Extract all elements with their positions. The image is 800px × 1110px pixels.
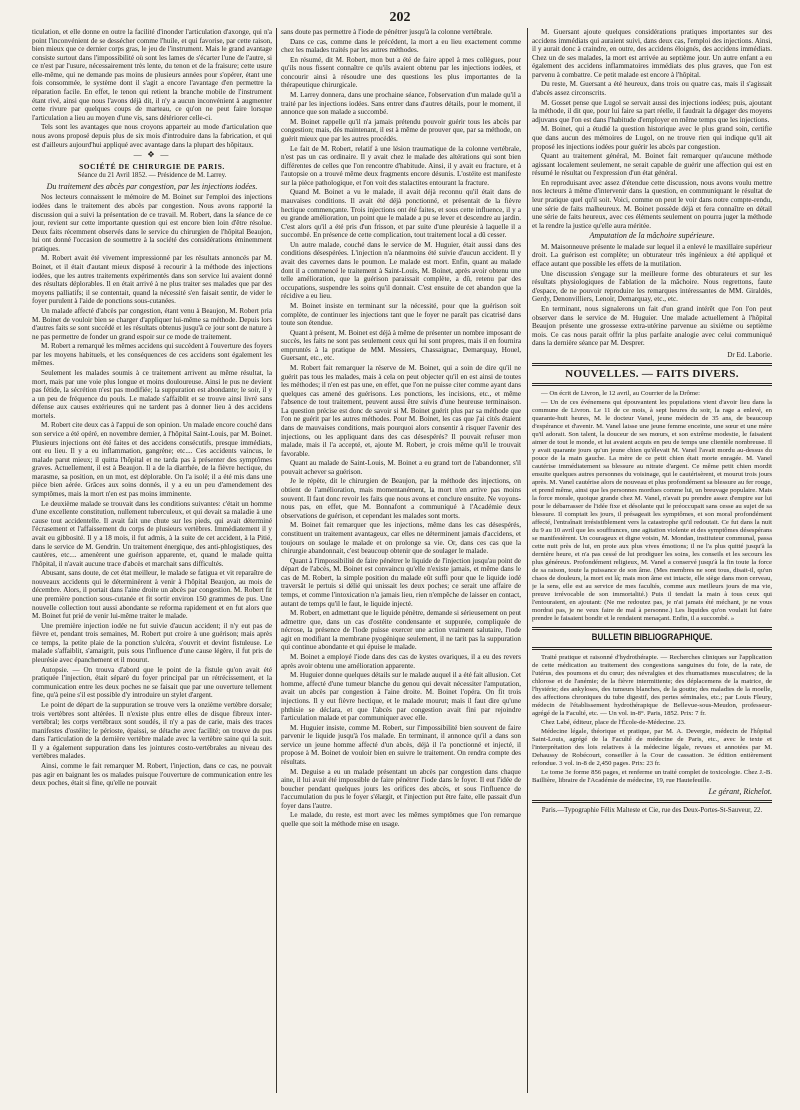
paragraph: M. Robert fait remarquer la réserve de M. Boinet, qui a soin de dire qu'il ne guérit pas tous les malades, mais à cela on peut objecter qu'il en est ainsi de toutes les méthodes; il n'en est pas une, en effet, que l'on ne puisse citer comme ayant dans quelques cas amené des guérisons. Les ponctions, les incisions, etc., et même l'absence de tout traitement, peuvent aussi être suivis d'une heureuse terminaison. La question précise est donc de savoir si M. Boinet guérit plus par sa méthode que l'on ne guérit par les autres méthodes. Pour M. Boinet, les cas que j'ai cités étaient dans de mauvaises conditions, mais pourquoi alors consentir à risquer l'avenir des injections, ou les appliquant dans des cas désespérés? Il pouvait refuser mon malade, mais il l'a accepté, et, ajoute M. Robert, je crois même qu'il le trouvait favorable. <box>281 363 521 458</box>
ornament-divider: — ✥ — <box>133 150 171 160</box>
author-signature: Dr Ed. Laborie. <box>727 350 772 359</box>
paragraph: Quand M. Boinet a vu le malade, il avait déjà reconnu qu'il était dans de mauvaises conditions. Il avait été déjà ponctionné, et présentait de la fièvre hectique commençante. Trois injections ont été faites, et sous cette influence, il y a eu grande amélioration, un point que le malade a pu se lever et descendre au jardin. C'est alors qu'il a été pris d'un frisson, et par suite d'une pleurésie à laquelle il a succombé. En présence de cette complication, tout traitement local a dû cesser. <box>281 188 521 240</box>
printer-line: Paris.—Typographie Félix Malteste et Cie, rue des Deux-Portes-St-Sauveur, 22. <box>541 807 763 815</box>
paragraph: sans doute pas permettre à l'iode de pénétrer jusqu'à la colonne vertébrale. <box>281 28 493 36</box>
paragraph: Je le répète, dit le chirurgien de Beaujon, par la méthode des injections, on obtient de l'amélioration, mais momentanément, la mort n'en arrive pas moins souvent. Il faut donc revoir les faits que nous avons et conclure ensuite. Ne voyons-nous pas, en effet, que M. Bonnafont a communiqué à l'Académie deux observations de guérison, et cependant les malades sont morts. <box>281 477 521 520</box>
section-heading: SOCIÉTÉ DE CHIRURGIE DE PARIS. <box>79 161 225 171</box>
paragraph: Le point de départ de la suppuration se trouve vers la onzième vertèbre dorsale; trois vertèbres sont altérées. Il n'existe plus entre elles de disque fibreux inter-vertébral; les corps vertébraux sont soudés, il n'y a pas de carie, mais des traces manifestes d'ostéite; le périoste, épaissi, se détache avec facilité; on trouve du pus dans l'articulation de la dernière vertèbre malade avec la vertèbre saine qui la suit. Il y a également suppuration dans les jointures costo-vertébrales au niveau des vertèbres malades. <box>32 700 272 761</box>
paragraph: Dans ce cas, comme dans le précédent, la mort a eu lieu exactement comme chez les malades traités par les autres méthodes. <box>281 37 521 55</box>
paragraph: M. Boinet, qui a étudié la question historique avec le plus grand soin, certifie que dans aucun des mémoires de Lugol, on ne trouve rien qui indique qu'il ait proposé les injections iodées pour guérir les abcès par congestion. <box>532 125 772 151</box>
paragraph: Quant au malade de Saint-Louis, M. Boinet a eu grand tort de l'abandonner, s'il pouvait achever sa guérison. <box>281 459 521 476</box>
paragraph: M. Boinet a employé l'iode dans des cas de kystes ovariques, il a eu des revers après avoir obtenu une amélioration apparente. <box>281 653 521 670</box>
paragraph: En terminant, nous signalerons un fait d'un grand intérêt que l'on l'on peut observer dans le service de M. Huguier. Une malade actuellement à l'hôpital Beaujon présente une grossesse extra-utérine parvenue au sixième ou septième mois. Ce cas nous parait offrir la plus parfaite analogie avec celui communiqué dans la dernière séance par M. Desprer. <box>532 304 772 348</box>
paragraph: ticulation, et elle donne en outre la facilité d'inonder l'articulation d'axonge, qui n'a point l'inconvénient de se dessécher comme l'huile, et qui favorise, par cette raison, bien mieux que ce dernier corps gras, le jeu de l'instrument. Mais le grand avantage consiste surtout dans l'impossibilité où sont les lames de s'écarter l'une de l'autre, si ce n'est par l'usure, nécessairement très lente, du tenon et de la fraisure; cette usure elle-même, qui ne demande pas moins de plusieurs années pour s'opérer, étant une fois consommée, le système dont il s'agit a encore l'avantage d'en permettre la réparation facile. En effet, le tenon qui retient la branche mobile de l'instrument étant rivé, ainsi que nous l'avons déjà dit, il n'y a aucun inconvénient à augmenter cette rivure par quelques coups de marteau, ce qu'on ne peut faire lorsque l'articulation a lieu au moyen d'une vis, sans détériorer celle-ci. <box>32 28 272 122</box>
double-rule <box>532 383 772 386</box>
biblio-entry: Médecine légale, théorique et pratique, par M. A. Devergie, médecin de l'hôpital Saint-Louis, agrégé de la Faculté de médecine de Paris, etc., avec le texte et l'interprétation des lois relatives à la médecine légale, revues et annotées par M. Dehaussy de Robécourt, conseiller à la Cour de cassation. 3e édition entièrement refondue. 3 vol. in-8 de 2,450 pages. Prix: 23 fr. <box>532 727 772 767</box>
article-title: Amputation de la mâchoire supérieure. <box>589 231 715 241</box>
column-1 <box>32 28 272 1103</box>
bibliography-heading: BULLETIN BIBLIOGRAPHIQUE. <box>591 631 713 643</box>
paragraph: Nos lecteurs connaissent le mémoire de M. Boinet sur l'emploi des injections iodées dans le traitement des abcès par congestion. Nous avons rapporté la discussion qui a suivi la présentation de ce travail. M. Robert, dans la séance de ce jour, revient sur cette importante question qui est encore bien loin d'être résolue. Deux faits récemment observés dans le service du chirurgien de l'hôpital Beaujon, lui ont donné l'occasion de soumettre à la société des considérations éminemment pratiques. <box>32 193 272 253</box>
paragraph: M. Guersant ajoute quelques considérations pratiques importantes sur des accidens immédiats qui auraient suivi, dans deux cas, l'emploi des injections. Ainsi, il y aurait donc à craindre, en outre, des accidens éloignés, des accidens immédiats. Chez un de ses malades, la mort est arrivée au septième jour. Un autre enfant a eu également des accidens inflammatoires immédiats des plus graves, que l'on est parvenu à combattre. Ce petit malade est encore à l'hôpital. <box>532 28 772 79</box>
paragraph: En reproduisant avec assez d'étendue cette discussion, nous avons voulu mettre nos lecteurs à même d'intervenir dans la question, en communiquant le résultat de leur pratique quel qu'il soit. Voici, comme on peut le voir dans notre compte-rendu, une série de faits malheureux. M. Boinet possède déjà et fera connaître en détail une série de faits heureux, avec ces éléments seulement on pourra juger la méthode et la rendre la justice qu'elle aura méritée. <box>532 178 772 230</box>
column-rule <box>276 28 277 1093</box>
biblio-entry: Traité pratique et raisonné d'hydrothérapie. — Recherches cliniques sur l'application de cette médication au traitement des congestions sanguines du foie, de la rate, de l'utérus, des poumons et du cœur; des névralgies et des rhumatismes musculaires; de la chlorose et de l'anémie; de la fièvre intermittente; des déplacemens de la matrice, de l'hystérie; des ankyloses, des tumeurs blanches, de la goutte; des maladies de la moelle, des affections chroniques du tube digestif, des pertes séminales, etc.; par Louis Fleury, médecin de l'établissement hydrothérapique de Bellevue-sous-Meudon, professeur-agrégé de la Faculté, etc. — Un vol. in-8°. Paris, 1852. Prix: 7 fr. <box>532 653 772 717</box>
paragraph: Le fait de M. Robert, relatif à une lésion traumatique de la colonne vertébrale, n'est pas un cas ordinaire. Il y avait chez le malade des altérations qui sont bien différentes de celles que l'on rencontre d'habitude. Ainsi, il y avait eu fracture, et à l'autopsie on a trouvé même deux fragments encore désunis. L'ostéite est manifeste sur la pièce pathologique, et l'on voit des stalactites entourant la fracture. <box>281 144 521 187</box>
paragraph: M. Robert a remarqué les mêmes accidens qui succèdent à l'ouverture des foyers par les moyens habituels, et les conséquences de ces accidens sont également les mêmes. <box>32 342 272 368</box>
double-rule <box>532 627 772 630</box>
biblio-entry: Chez Labé, éditeur, place de l'École-de-Médecine. 23. <box>541 718 686 726</box>
article-title: Du traitement des abcès par congestion, par les injections iodées. <box>46 181 258 191</box>
paragraph: Abusant, sans doute, de cet état meilleur, le malade se fatigua et vit reparaître de nouveaux accidents qui le déterminèrent à venir à l'hôpital Beaujon, au mois de décembre. Alors, il portait dans l'aine droite un abcès par congestion. M. Robert fit une première ponction sous-cutanée et fit sortir environ 150 grammes de pus. Une nouvelle collection tout aussi abondante se reforma rapidement et en fut alors que M. Boinet fut prié de venir lui-même traiter le malade. <box>32 569 272 621</box>
page-number: 202 <box>389 10 411 25</box>
news-paragraph: — Un de ces événemens qui épouvantent les populations vient d'avoir lieu dans la commune de Livron. Le 11 de ce mois, à sept heures du soir, la rage a enlevé, en quarante-huit heures, M. le docteur Vanel, jeune médecin de 35 ans, de beaucoup d'espérance et d'avenir. M. Vanel laisse une jeune femme enceinte, une sœur et une mère qu'il adorait. Son talent, la douceur de ses mœurs, et son extrême modestie, le faisaient aimer de tout le monde, et lui avaient acquis en peu de temps une clientèle nombreuse. Il y avait quarante jours qu'un jeune chien qu'élevait M. Vanel l'avait mordu au-dessus du pouce de la main gauche. La mère de ce petit chien était morte enragée. M. Vanel cautérise immédiatement sa blessure au nitrate d'argent. Ce même petit chien mordit ensuite quelques autres personnes du voisinage, qui le cautérisèrent, et mourut trois jours après. M. Vanel cautérise alors de nouveau et plus profondément sa blessure au fer rouge, et prend même, ainsi que les personnes mordues comme lui, un breuvage populaire. Mais la force morale, quoique grande chez M. Vanel, n'avait pu prendre assez d'empire sur lui pour le débarrasser de l'idée fixe et désolante qui le préoccupait sans cesse au sujet de sa blessure. Il comptait les jours, il présageait les symptômes, et son moral profondément affecté, l'entraînait irrésistiblement vers la catastrophe qu'il redoutait. Ce fut dans la nuit du 9 au 10 avril que les souffrances, une agitation violente et des symptômes désespérans se manifestèrent. Un courageux et digne voisin, M. Mondan, instituteur communal, passa cette nuit près de lui, en proie aux plus vives émotions; il ne l'a plus quitté jusqu'à la dernière heure, et n'a pas cessé de lui prodiguer les soins, les conseils et les secours les plus généreux. Profondément religieux, M. Vanel a conservé jusqu'à la fin toute la force de sa raison, toute la puissance de son âme. (Mes membres ne sont tous, disait-il, qu'un chaos de douleurs, la mort est là; mais mon âme est intacte, elle siège dans mon cerveau, je la sens, elle est au service de mes facultés, comme aux meilleurs jours de ma vie, preuve irrévocable de son immortalité.) Puis il tendait la main à tous ceux qui l'entouraient, en ajoutant: (Ne me redoutez pas, je n'ai jamais été méchant, je ne vous mordrai pas, je ne veux faire de mal à personne.) Les liquides qu'on voulait lui faire prendre le faisaient bondir et le rendaient menaçant. Enfin, il a succombé. » <box>532 398 772 622</box>
biblio-entry: Le tome 3e forme 856 pages, et renferme un traité complet de toxicologie. Chez J.-B. Baillière, libraire de l'Académie de médecine, 19, rue Hautefeuille. <box>532 768 772 784</box>
paragraph: M. Huguier insiste, comme M. Robert, sur l'impossibilité bien souvent de faire parvenir le liquide jusqu'à l'os malade. En terminant, il annonce qu'il a dans son service un jeune homme affecté d'un abcès, déjà il l'a ponctionné et injecté, il propose à M. Boinet de vouloir bien en suivre le traitement. On rendra compte des résultats. <box>281 723 521 766</box>
paragraph: Une discussion s'engage sur la meilleure forme des obturateurs et sur les résultats physiologiques de l'ablation de la mâchoire. Nous regrettons, faute d'espace, de ne pouvoir reproduire les remarques intéressantes de MM. Giraldès, Gerdy, Denonvilliers, Lenoir, Demarquay, etc., etc. <box>532 269 772 304</box>
paragraph: M. Boinet fait remarquer que les injections, même dans les cas désespérés, constituent un traitement avantageux, car elles ne déterminent jamais d'accidens, et toujours on soulage le malade et on prolonge sa vie. Or, dans ces cas que la chirurgie abandonnait, c'est beaucoup obtenir que de soulager le malade. <box>281 521 521 556</box>
paragraph: Une première injection iodée ne fut suivie d'aucun accident; il n'y eut pas de fièvre et, pendant trois semaines, M. Robert put croire à une guérison; mais après ce temps, la petite plaie de la ponction s'ulcéra, s'ouvrit et devint fistuleuse. Le malade s'affaiblit, s'amaigrit, puis sous l'influence d'une cause légère, il fut pris de pleurésie avec épanchement et il mourut. <box>32 621 272 665</box>
paragraph: En résumé, dit M. Robert, mon but a été de faire appel à mes collègues, pour qu'ils nous fissent connaître ce qu'ils avaient obtenu par les injections iodées, et concourir ainsi à résoudre une des questions les plus importantes de la thérapeutique chirurgicale. <box>281 55 521 90</box>
paragraph: M. Deguise a eu un malade présentant un abcès par congestion dans chaque aine, il lui avait été impossible de faire pénétrer l'iode dans le foyer. Il eut l'idée de boucher pendant quelques jours les orifices des abcès, et sous l'influence de l'accumulation du pus le foyer s'élargit, et l'injection put être faite, elle passait d'un foyer dans l'autre. <box>281 767 521 810</box>
paragraph: Autopsie. — On trouva d'abord que le point de la fistule qu'on avait été pratiquée l'injection, était séparé du foyer principal par un rétrécissement, et la communication entre les deux poches ne se faisait que par une ouverture tellement fine, qu'à peine s'il est possible d'y introduire un stylet d'argent. <box>32 665 272 700</box>
manager-signature: Le gérant, Richelot. <box>708 786 772 796</box>
paragraph: Le malade, du reste, est mort avec les mêmes symptômes que l'on remarque quelle que soit la méthode mise en usage. <box>281 811 521 829</box>
paragraph: M. Boinet rappelle qu'il n'a jamais prétendu pouvoir guérir tous les abcès par congestion; mais, dès maintenant, il est à même de prouver que, par sa méthode, on guérit mieux que par les autres procédés. <box>281 117 521 143</box>
paragraph: M. Boinet insiste en terminant sur la nécessité, pour que la guérison soit complète, de continuer les injections tant que le foyer ne paraît pas cicatrisé dans toute son étendue. <box>281 301 521 328</box>
paragraph: Un autre malade, couché dans le service de M. Huguier, était aussi dans des conditions désespérées. L'injection n'a néanmoins été suivie d'aucun accident. Il y avait des cavernes dans le poumon. Le malade est mort. Enfin, quant au malade dont il a commencé le traitement à Saint-Louis, M. Boinet, après avoir obtenu une telle amélioration, que la guérison paraissait complète, a dû, retenu par des occupations, suspendre les soins qu'il donnait. C'est ensuite de cet abandon que la récidive a eu lieu. <box>281 240 521 301</box>
paragraph: M. Robert avait été vivement impressionné par les résultats annoncés par M. Boinet, et il était d'autant mieux disposé à recourir à la méthode des injections iodées, que les autres traitements expérimentés dans son service lui avaient donné des résultats déplorables. Il en était arrivé à ne plus traiter ses malades que par des moyens palliatifs; il se contentait, quand la nécessité s'en faisait sentir, de vider le foyer purulent à l'aide de ponctions sous-cutanées. <box>32 254 272 306</box>
paragraph: M. Robert, en admettant que le liquide pénètre, demande si sérieusement on peut admettre que, dans un cas d'ostéite condensante et suppurée, compliquée de nécrose, la présence de l'iode puisse exercer une action vraiment salutaire, l'iode agit en modifiant la membrane pyogénique seulement, il ne tarit pas la suppuration qui continue abondante et qui épuise le malade. <box>281 609 521 652</box>
paragraph: Quant à présent, M. Boinet est déjà à même de présenter un nombre imposant de succès, les faits ne sont pas seulement ceux qui lui sont propres, mais il en fournira empruntés à la pratique de MM. Messiers, Chassaignac, Demarquay, Houel, Guersant, etc., etc. <box>281 328 521 363</box>
double-rule <box>532 800 772 803</box>
paragraph: Quant au traitement général, M. Boinet fait remarquer qu'aucune méthode agissant localement seulement, ne serait capable de guérir une affection qui est en résumé le résultat ou l'expression d'un état général. <box>532 152 772 178</box>
paragraph: Quant à l'impossibilité de faire pénétrer le liquide de l'injection jusqu'au point de départ de l'abcès, M. Boinet est convaincu qu'elle n'existe jamais, et même dans le cas de M. Robert, la simple position du malade eût suffi pour que le liquide iodé traversât le pertuis si délié qui unissait les deux poches; ce serait une affaire de temps, et comme l'intoxication n'a jamais lieu, rien n'empêche de laisser en contact, autant de temps qu'il le faut, le liquide injecté. <box>281 556 521 608</box>
double-rule <box>532 647 772 650</box>
paragraph: Du reste, M. Guersant a été heureux, dans trois ou quatre cas, mais il s'agissait d'abcès assez circonscrits. <box>532 80 772 98</box>
news-heading: NOUVELLES. — FAITS DIVERS. <box>565 368 739 381</box>
paragraph: M. Gosset pense que Lugol se servait aussi des injections iodées; puis, ajoutant la méthode, il dit que, pour lui faire sa part réelle, il faudrait la dégager des moyens adjuvans que l'on est dans l'habitude d'employer en même temps que les injections. <box>532 98 772 124</box>
paragraph: M. Maisonneuve présente le malade sur lequel il a enlevé le maxillaire supérieur droit. La guérison est complète; un obturateur très ingénieux a été appliqué et efface autant que possible les effets de la mutilation. <box>532 242 772 269</box>
paragraph: Seulement les malades soumis à ce traitement arrivent au même résultat, la mort, mais par une voie plus longue et moins douloureuse. Ainsi le pus ne devient pas fétide, la sécrétion n'est pas modifiée; la suppuration est abondante; le soir, il y a un peu de fréquence du pouls. Le malade s'affaiblit et se trouve ainsi livré sans défense aux causes extérieures qui ne tardent pas à donner lieu à des accidens mortels. <box>32 368 272 420</box>
session-line: Séance du 21 Avril 1852. — Présidence de M. Larrey. <box>77 172 227 180</box>
column-2 <box>281 28 521 1103</box>
column-rule <box>527 28 528 1093</box>
paragraph: M. Huguier donne quelques détails sur le malade auquel il a été fait allusion. Cet homme, affecté d'une tumeur blanche du genou qui devait nécessiter l'amputation, avait un abcès par congestion à l'aine droite. M. Boinet l'opéra. On fit trois injections. Il y eut fièvre hectique, et le malade mourut; mais il faut dire qu'une phthisie se déclara, et que l'abcès par congestion avait fini par rejoindre l'articulation malade et par communiquer avec elle. <box>281 671 521 723</box>
news-paragraph: — On écrit de Livron, le 12 avril, au Courrier de la Drôme: <box>541 389 700 397</box>
paragraph: Un malade affecté d'abcès par congestion, étant venu à Beaujon, M. Robert pria M. Boinet de vouloir bien se charger d'appliquer lui-même sa méthode. Depuis lors d'autres faits se sont succédé et les résultats obtenus jusqu'à ce jour sont de nature à ne pas permettre de fonder un grand espoir sur ce mode de traitement. <box>32 306 272 341</box>
paragraph: Tels sont les avantages que nous croyons apparteir au mode d'articulation que nous avons proposé depuis plus de six mois d'introduire dans la fabrication, et qui est d'ailleurs aujourd'hui appliqué avec avantage dans la plupart des hôpitaux. <box>32 123 272 149</box>
double-rule <box>532 363 772 366</box>
paragraph: M. Robert cite deux cas à l'appui de son opinion. Un malade encore couché dans son service a été opéré, en novembre dernier, à l'hôpital Saint-Louis, par M. Boinet. Plusieurs injections ont été faites et des accidens consécutifs, presque immédiats, ont eu lieu. Il y a eu inflammation, gangrène; etc.... Ces accidents vaincus, le malade parut mieux; il quitta l'hôpital et ne tarda pas à présenter des symptômes graves. Actuellement, il est à Beaujon. Il a de la diarrhée, de la fièvre hectique, du marasme, sa position, en un mot, est déplorable. On l'a isolé; il a été mis dans une pièce bien aérée. Grâces aux soins donnés, il y a eu un peu d'amendement des symptômes, mais la mort n'en est pas moins imminente. <box>32 421 272 499</box>
paragraph: Le deuxième malade se trouvait dans les conditions suivantes: c'était un homme d'une excellente constitution, nullement tuberculeux, et qui devait sa maladie à une cause tout accidentelle. Il avait fait une chute sur les pieds, qui avait déterminé l'écrasement et l'affaissement du corps de plusieurs vertèbres. Immédiatement il y avait eu gibbosité. Il y a 18 mois, il fut admis, à la suite de cet accident, à la Pitié, dans le service de M. Gendrin. Un traitement énergique, des anti-phlogistiques, des cautères, etc.... amenèrent une guérison apparente, et, quand le malade quitta l'hôpital, il n'avait aucune trace d'abcès et marchait sans difficultés. <box>32 499 272 568</box>
column-3 <box>532 28 772 1103</box>
paragraph: M. Larrey donnera, dans une prochaine séance, l'observation d'un malade qu'il a traité par les injections iodées. Sans entrer dans d'autres détails, pour le moment, il annonce que son malade a succombé. <box>281 91 521 117</box>
paragraph: Ainsi, comme le fait remarquer M. Robert, l'injection, dans ce cas, ne pouvait pas agir en baignant les os malades puisque l'ouverture de communication entre les deux poches, était si fine, qu'elle ne pouvait <box>32 761 272 788</box>
